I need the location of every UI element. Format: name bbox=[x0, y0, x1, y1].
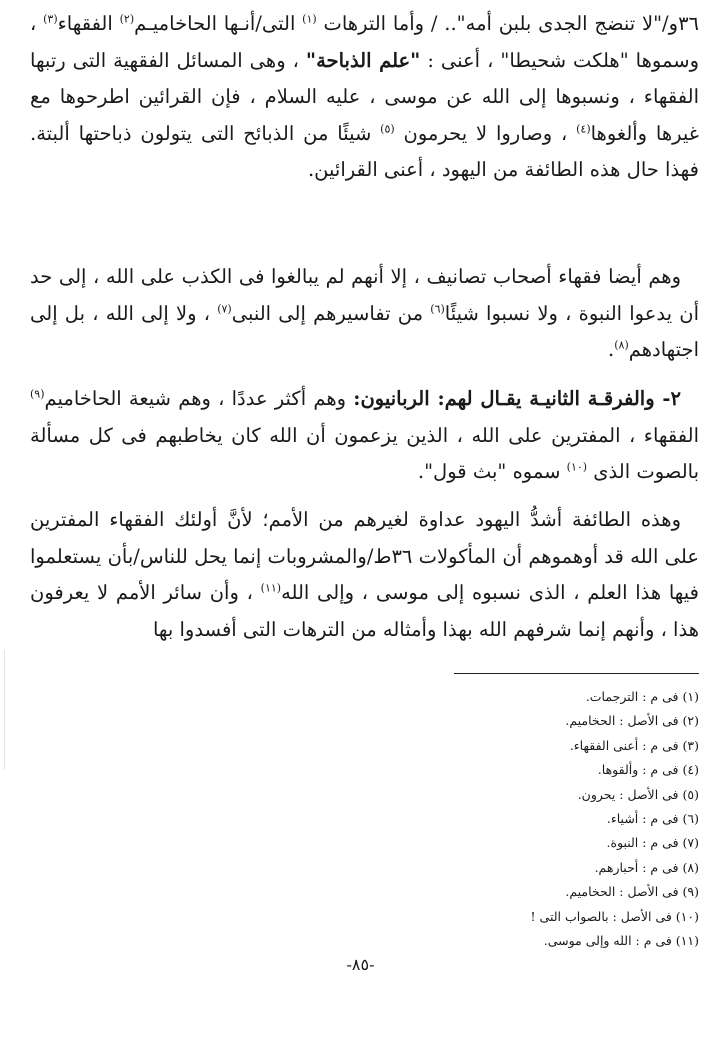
text-run: وهم أكثر عددًا ، وهم شيعة الحاخاميم bbox=[44, 387, 354, 410]
footnote: (٤) فى م : وألقوها. bbox=[597, 762, 699, 778]
paragraph-1 bbox=[30, 6, 699, 189]
footnote: (١) فى م : الترجمات. bbox=[585, 689, 699, 704]
text-run: سموه "بث قول". bbox=[417, 460, 567, 483]
scan-margin-mark bbox=[4, 650, 8, 770]
bold-text: "علم الذباحة" bbox=[305, 48, 421, 72]
bold-text: ٢- والفرقـة الثانيـة يقـال لهم: الربانيون: bbox=[353, 387, 681, 410]
footnote: (٧) فى م : النبوة. bbox=[606, 835, 699, 851]
footnote-ref: (٦) bbox=[430, 302, 445, 315]
footnote-ref: (٨) bbox=[614, 338, 629, 352]
footnote: (٨) فى م : أحبارهم. bbox=[594, 859, 699, 875]
page-number: -٨٥- bbox=[346, 955, 375, 974]
footnote: (١١) فى م : الله وإلى موسى. bbox=[543, 933, 699, 949]
text-run: ، وهى المسائل الفقهية التى رتبها الفقهاء ، ونسبوها إلى الله عن موسى ، عليه السلام ، فإن القرائين اطرحوها مع غيرها وألغوها bbox=[30, 48, 700, 145]
text-run: ، وأن سائر الأمم لا يعرفون هذا ، وأنهم إنما شرفهم الله بهذا وأمثاله من الترهات التى أفسدوا بها bbox=[30, 581, 699, 641]
footnote-separator bbox=[454, 673, 699, 674]
paragraph-2 bbox=[30, 259, 699, 369]
text-run: ، ولا إلى الله ، بل إلى اجتهادهم bbox=[30, 301, 699, 361]
footnote-ref: (١٠) bbox=[566, 460, 588, 474]
footnote-ref: (٢) bbox=[119, 12, 135, 26]
text-run: ، وصاروا لا يحرمون bbox=[394, 121, 577, 145]
paragraph-4 bbox=[30, 502, 699, 648]
text-run: . bbox=[608, 338, 615, 361]
paragraph-3 bbox=[30, 381, 699, 491]
footnote: (٥) فى الأصل : يحرون. bbox=[577, 786, 699, 802]
text-run: الفقهاء bbox=[57, 12, 120, 35]
text-run: وهذه الطائفة أشدُّ اليهود عداوة لغيرهم من الأمم؛ لأنَّ أولئك الفقهاء المفترين على الله قد أوهموهم أن المأكولات ٣٦ط/والمشروبات إنما يحل للناس/بأن يستعلموا فيها هذا العلم ، الذى نسبوه إلى موسى ، وإلى الله bbox=[30, 508, 699, 604]
text-run: شيئًا من الذبائح التى يتولون ذباحتها ألبتة. فهذا حال هذه الطائفة من اليهود ، أعنى القرائين. bbox=[30, 121, 699, 181]
footnote-ref: (٧) bbox=[217, 302, 232, 315]
footnote: (٣) فى م : أعنى الفقهاء. bbox=[569, 737, 699, 753]
footnotes-list bbox=[339, 685, 699, 953]
text-run: وهم أيضا فقهاء أصحاب تصانيف ، إلا أنهم لم يبالغوا فى الكذب على الله ، إلى حد أن يدعوا النبوة ، ولا نسبوا شيئًا bbox=[30, 265, 699, 325]
text-run: الفقهاء ، المفترين على الله ، الذين يزعمون أن الله كان يخاطبهم فى كل مسألة بالصوت الذى bbox=[30, 423, 699, 483]
footnote-ref: (٣) bbox=[43, 12, 58, 26]
footnote: (٦) فى م : أشياء. bbox=[606, 811, 699, 827]
footnote-ref: (٥) bbox=[380, 122, 395, 135]
footnote: (١٠) فى الأصل : بالصواب التى ! bbox=[530, 908, 699, 924]
footnote-ref: (١) bbox=[302, 12, 317, 26]
footnote: (٢) فى الأصل : الحخاميم. bbox=[565, 713, 699, 729]
footnote-ref: (١١) bbox=[260, 581, 282, 595]
text-run: التى/أنـها الحاخاميـم bbox=[134, 12, 303, 35]
footnote: (٩) فى الأصل : الحخاميم. bbox=[565, 884, 699, 900]
footnote-ref: (٤) bbox=[576, 122, 591, 135]
text-run: من تفاسيرهم إلى النبى bbox=[231, 301, 431, 325]
text-run: ٣٦و/"لا تنضج الجدى بلبن أمه".. / وأما الترهات bbox=[316, 12, 700, 35]
text-run: ، وسموها "هلكت شحيطا" ، أعنى : bbox=[30, 12, 699, 72]
footnote-ref: (٩) bbox=[30, 387, 45, 401]
